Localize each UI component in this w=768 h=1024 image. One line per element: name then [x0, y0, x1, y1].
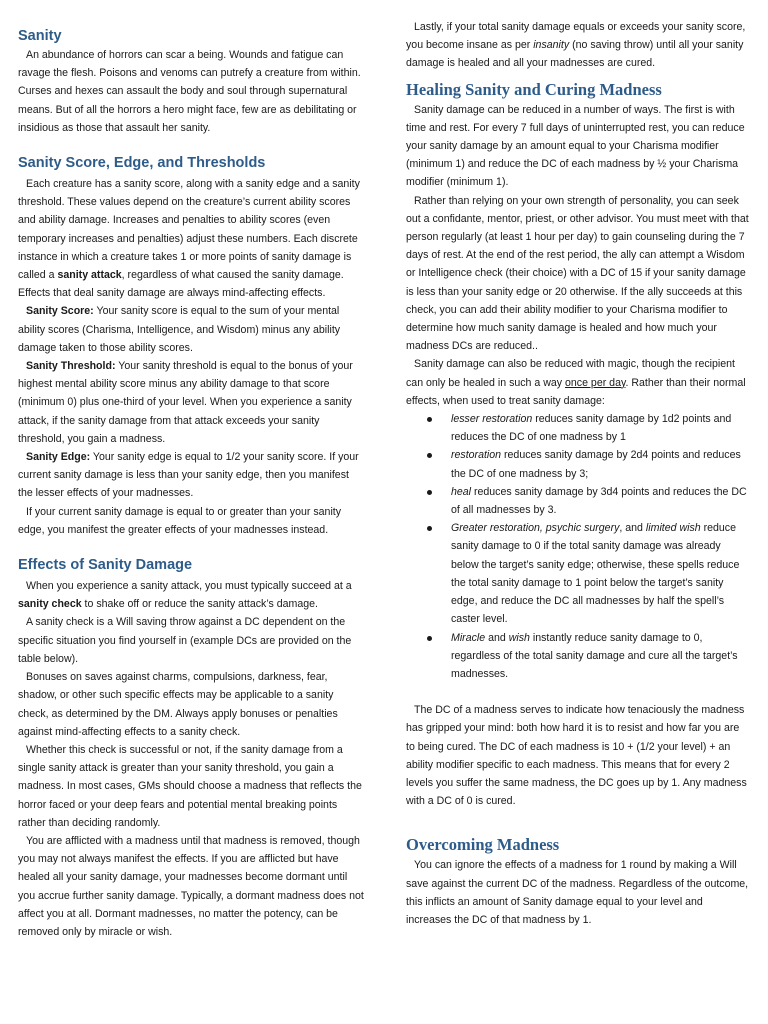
- bullet-icon: [427, 453, 432, 458]
- greater-effects-paragraph: If your current sanity damage is equal to or greater than your sanity edge, you manifest the greater effects of your madnesses instead.: [18, 505, 342, 536]
- insanity-paragraph: Lastly, if your total sanity damage equals or exceeds your sanity score, you become insane as per insanity (no saving throw) until all your sanity damage is healed and all your madnesses are cured.: [406, 21, 746, 70]
- spell-list: [406, 410, 750, 683]
- effects-paragraph-1: When you experience a sanity attack, you must typically succeed at a sanity check to shake off or reduce the sanity attack’s damage.: [18, 580, 352, 611]
- healing-paragraph-1: Sanity damage can be reduced in a number of ways. The first is with time and rest. For every 7 full days of uninterrupted rest, you can reduce your sanity damage by an amount equal to your Charisma modifier (minimum 1) and reduce the DC of each madness by ½ your Charisma modifier (minimum 1).: [406, 103, 745, 189]
- bullet-icon: [427, 417, 432, 422]
- sanity-threshold-definition: Sanity Threshold: Your sanity threshold is equal to the bonus of your highest mental ability score minus any ability damage to that score (minimum 0) plus one-third of your level. When you experience a sanity attack, if the sanity damage from that attack exceeds your sanity threshold, you gain a madness.: [18, 360, 353, 445]
- sanity-intro-paragraph: An abundance of horrors can scar a being. Wounds and fatigue can ravage the flesh. Poisons and venoms can putrefy a creature from within. Curses and hexes can assault the body and soul through supernatural means. But of all the horrors a hero might face, few are as debilitating or insidious as those that assault her sanity.: [18, 49, 361, 134]
- sanity-score-heading: Sanity Score, Edge, and Thresholds: [18, 155, 266, 172]
- effects-paragraph-3: Bonuses on saves against charms, compulsions, darkness, fear, shadow, or other such specific effects may be applicable to a sanity check, as determined by the DM. Always apply bonuses or penalties against mind-affecting effects to a sanity check.: [18, 671, 338, 738]
- left-column: [18, 0, 366, 941]
- sanity-score-paragraph: Each creature has a sanity score, along with a sanity edge and a sanity threshold. These values depend on the creature’s current ability scores and ability damage. Increases and penalties to ability scores (even temporary increases and penalties) adjust these numbers. Each discrete instance in which a creature takes 1 or more points of sanity damage is called a sanity attack, regardless of what caused the sanity damage. Effects that deal sanity damage are always mind-affecting effects.: [18, 178, 360, 300]
- healing-paragraph-2: Rather than relying on your own strength of personality, you can seek out a confidante, mentor, priest, or other advisor. You must meet with that person regularly (at least 1 hour per day) to gain counseling during the 7 days of rest. At the end of the rest period, the ally can attempt a Wisdom or Intelligence check (their choice) with a DC of 15 if your sanity damage is less than your sanity edge or 20 otherwise. If the ally succeeds at this check, you can add their ability modifier to your Charisma modifier to determine how much sanity damage is healed and how much your madness DCs are reduced..: [406, 194, 749, 353]
- effects-heading: Effects of Sanity Damage: [18, 557, 193, 574]
- effects-paragraph-2: A sanity check is a Will saving throw against a DC dependent on the specific situation you find yourself in (example DCs are provided on the table below).: [18, 616, 352, 665]
- sanity-edge-definition: Sanity Edge: Your sanity edge is equal to 1/2 your sanity score. If your current sanity damage is less than your sanity edge, then you manifest the lesser effects of your madnesses.: [18, 451, 359, 500]
- list-item: lesser restoration reduces sanity damage by 1d2 points and reduces the DC of one madness by 1: [451, 410, 750, 446]
- bullet-icon: [427, 490, 432, 495]
- sanity-score-definition: Sanity Score: Your sanity score is equal to the sum of your mental ability scores (Charisma, Intelligence, and Wisdom) minus any ability damage taken to those ability scores.: [18, 305, 341, 354]
- healing-heading: Healing Sanity and Curing Madness: [406, 79, 662, 99]
- effects-paragraph-4: Whether this check is successful or not, if the sanity damage from a single sanity attack is greater than your sanity threshold, you gain a madness. In most cases, GMs should choose a madness that reflects the horror faced or your deep fears and potential mental breaking points rather than deciding randomly.: [18, 743, 362, 829]
- effects-paragraph-5: You are afflicted with a madness until that madness is removed, though you may not always manifest the effects. If you are afflicted but have healed all your sanity damage, your madnesses become dormant until you accrue further sanity damage. Typically, a dormant madness does not affect you at all. Dormant madnesses, no matter the potency, can be removed only by miracle or wish.: [18, 834, 364, 938]
- madness-dc-paragraph: The DC of a madness serves to indicate how tenaciously the madness has gripped your mind: both how hard it is to resist and how far you are to being cured. The DC of each madness is 10 + (1/2 your level) + an ability modifier specific to each madness. This means that for every 2 levels you suffer the same madness, the DC goes up by 1. Any madness with a DC of 0 is cured.: [406, 704, 747, 808]
- overcoming-paragraph: You can ignore the effects of a madness for 1 round by making a Will save against the current DC of the madness. Regardless of the outcome, this inflicts an amount of Sanity damage equal to your level and increases the DC of that madness by 1.: [406, 859, 749, 926]
- right-column: [406, 0, 750, 929]
- bullet-icon: [427, 636, 432, 641]
- bullet-icon: [427, 526, 432, 531]
- sanity-heading: Sanity: [18, 28, 62, 44]
- list-item: restoration reduces sanity damage by 2d4 points and reduces the DC of one madness by 3;: [451, 446, 750, 482]
- list-item: Miracle and wish instantly reduce sanity damage to 0, regardless of the total sanity damage and cure all the target’s madnesses.: [451, 629, 750, 684]
- overcoming-heading: Overcoming Madness: [406, 835, 560, 855]
- healing-paragraph-3: Sanity damage can also be reduced with magic, though the recipient can only be healed in such a way once per day. Rather than their normal effects, when used to treat sanity damage:: [406, 358, 746, 407]
- list-item: heal reduces sanity damage by 3d4 points and reduces the DC of all madnesses by 3.: [451, 483, 750, 519]
- list-item: Greater restoration, psychic surgery, and limited wish reduce sanity damage to 0 if the total sanity damage was already below the target’s sanity edge; otherwise, these spells reduce the total sanity damage to 1 point below the target’s sanity edge, and reduce the DC all madnesses by half the spell’s caster level.: [451, 519, 750, 628]
